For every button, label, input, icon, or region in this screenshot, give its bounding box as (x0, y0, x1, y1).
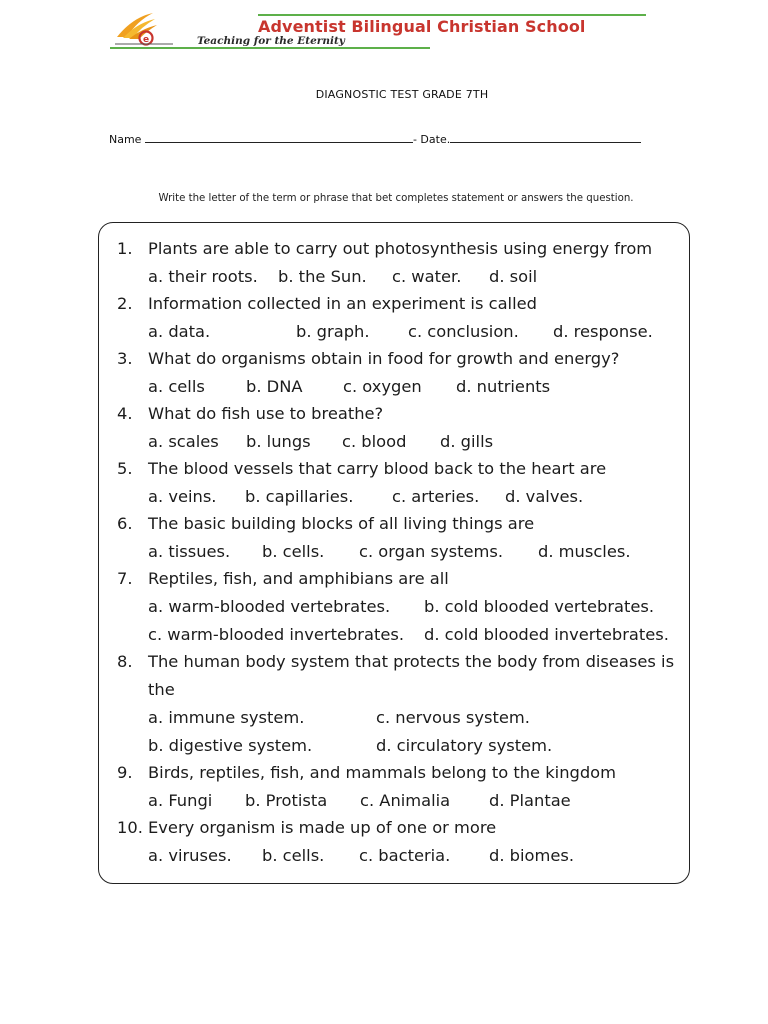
answer-option: d. valves. (505, 487, 584, 506)
answer-option: c. nervous system. (376, 708, 530, 727)
date-label: - Date. (412, 133, 451, 146)
date-field[interactable] (450, 131, 641, 143)
answer-option: d. biomes. (489, 846, 575, 865)
answer-option: b. DNA (246, 377, 303, 396)
answer-option: b. digestive system. (148, 736, 313, 755)
question-number: 4. (117, 404, 133, 423)
question-number: 9. (117, 763, 133, 782)
question-number: 6. (117, 514, 133, 533)
name-date-row (109, 131, 641, 146)
question-number: 5. (117, 459, 133, 478)
instructions: Write the letter of the term or phrase that bet completes statement or answers the question. (158, 193, 634, 204)
answer-option: b. cold blooded vertebrates. (424, 597, 655, 616)
answer-option: c. blood (342, 432, 407, 451)
answer-option: a. viruses. (148, 846, 232, 865)
answer-option: d. cold blooded invertebrates. (424, 625, 669, 644)
answer-option: b. cells. (262, 542, 325, 561)
answer-option: c. conclusion. (408, 322, 519, 341)
question-number: 1. (117, 239, 133, 258)
svg-text:e: e (143, 35, 150, 45)
page-title: DIAGNOSTIC TEST GRADE 7TH (315, 88, 489, 101)
question-number: 2. (117, 294, 133, 313)
answer-option: c. warm-blooded invertebrates. (148, 625, 405, 644)
answer-option: a. tissues. (148, 542, 231, 561)
answer-option: c. water. (392, 267, 462, 286)
answer-option: b. capillaries. (245, 487, 354, 506)
answer-option: b. lungs (246, 432, 311, 451)
answer-option: c. organ systems. (359, 542, 503, 561)
question-stem: The human body system that protects the body from diseases is (148, 652, 675, 671)
answer-option: d. circulatory system. (376, 736, 553, 755)
answer-option: a. data. (148, 322, 211, 341)
question-stem: What do fish use to breathe? (148, 404, 384, 423)
answer-option: d. Plantae (489, 791, 571, 810)
answer-option: b. the Sun. (278, 267, 367, 286)
answer-option: c. arteries. (392, 487, 480, 506)
answer-option: d. nutrients (456, 377, 551, 396)
answer-option: d. muscles. (538, 542, 631, 561)
question-number: 10. (117, 818, 143, 837)
answer-option: c. Animalia (360, 791, 451, 810)
answer-option: a. their roots. (148, 267, 258, 286)
question-number: 7. (117, 569, 133, 588)
school-motto: Teaching for the Eternity (197, 35, 345, 47)
school-logo-icon (113, 11, 175, 47)
question-stem: Plants are able to carry out photosynthesis using energy from (148, 239, 653, 258)
school-name: Adventist Bilingual Christian School (258, 17, 586, 36)
answer-option: b. cells. (262, 846, 325, 865)
name-label: Name (109, 133, 142, 146)
question-stem: the (148, 680, 175, 699)
answer-option: c. bacteria. (359, 846, 451, 865)
answer-option: d. soil (489, 267, 538, 286)
answer-option: a. Fungi (148, 791, 213, 810)
question-stem: Birds, reptiles, fish, and mammals belong to the kingdom (148, 763, 617, 782)
question-stem: Reptiles, fish, and amphibians are all (148, 569, 449, 588)
answer-option: d. gills (440, 432, 494, 451)
answer-option: a. warm-blooded vertebrates. (148, 597, 391, 616)
question-stem: Information collected in an experiment is called (148, 294, 537, 313)
answer-option: a. cells (148, 377, 205, 396)
answer-option: d. response. (553, 322, 653, 341)
answer-option: a. immune system. (148, 708, 305, 727)
question-stem: What do organisms obtain in food for growth and energy? (148, 349, 620, 368)
answer-option: b. Protista (245, 791, 328, 810)
answer-option: c. oxygen (343, 377, 422, 396)
question-stem: Every organism is made up of one or more (148, 818, 497, 837)
question-number: 8. (117, 652, 133, 671)
name-field[interactable] (145, 131, 413, 143)
question-stem: The blood vessels that carry blood back to the heart are (148, 459, 607, 478)
answer-option: a. scales (148, 432, 219, 451)
question-stem: The basic building blocks of all living things are (148, 514, 535, 533)
header-rule-bottom (110, 47, 430, 49)
answer-option: b. graph. (296, 322, 370, 341)
answer-option: a. veins. (148, 487, 217, 506)
header-rule-top (258, 14, 646, 16)
question-number: 3. (117, 349, 133, 368)
